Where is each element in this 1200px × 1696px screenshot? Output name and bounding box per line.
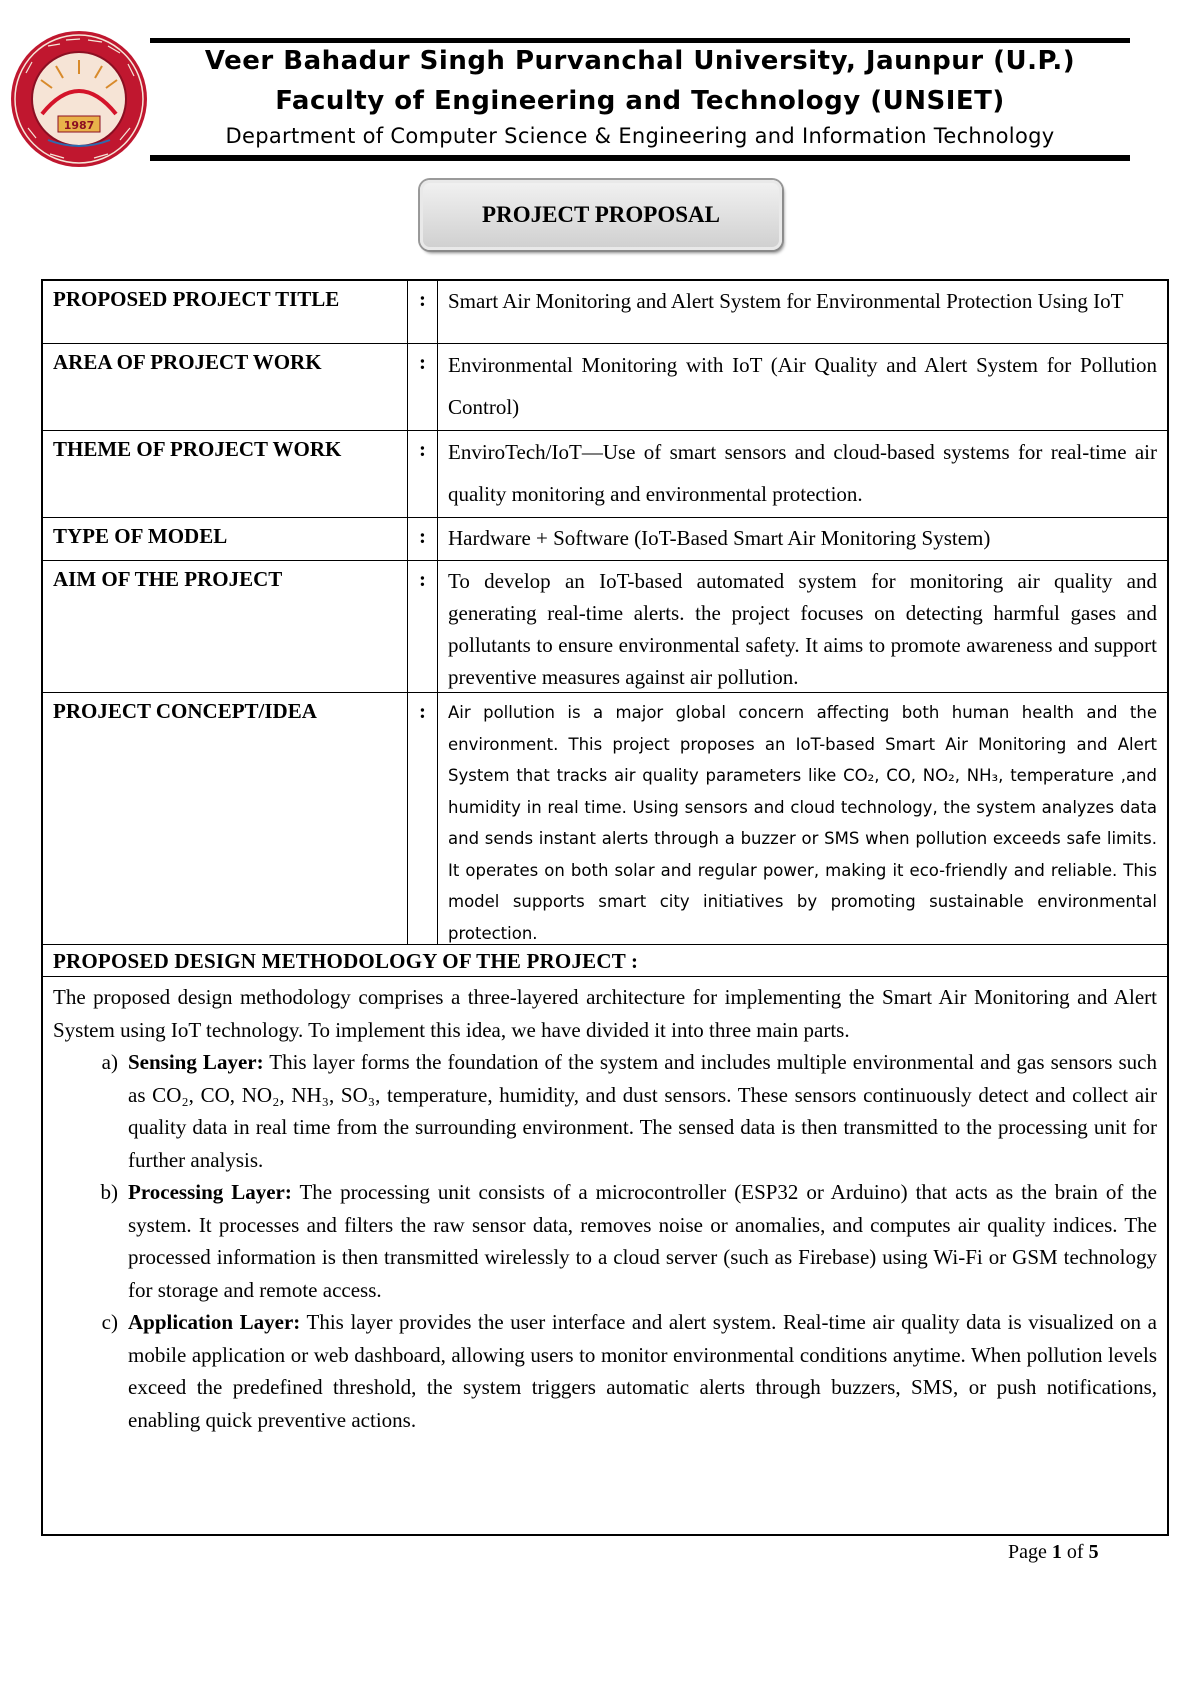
list-marker: a) [101, 1050, 118, 1074]
row-separator: : [408, 561, 438, 692]
table-row [43, 431, 1167, 518]
list-item [53, 1176, 1157, 1306]
page-current: 1 [1051, 1541, 1062, 1563]
list-marker: b) [100, 1180, 118, 1204]
row-value: EnviroTech/IoT—Use of smart sensors and cloud-based systems for real-time air quality monitoring and environmental protection. [448, 440, 1157, 506]
list-item-text [128, 1176, 1157, 1306]
table-row [43, 693, 1167, 945]
table-row [43, 561, 1167, 693]
page-number [1008, 1541, 1099, 1564]
row-value: Hardware + Software (IoT-Based Smart Air Monitoring System) [448, 526, 991, 550]
row-label: AIM OF THE PROJECT [43, 561, 408, 692]
table-row [43, 518, 1167, 561]
faculty-name: Faculty of Engineering and Technology (UNSIET) [275, 86, 1005, 116]
table-row [43, 281, 1167, 344]
row-label: TYPE OF MODEL [43, 518, 408, 560]
row-value: Air pollution is a major global concern affecting both human health and the environment. This project proposes an IoT-based Smart Air Monitoring and Alert System that tracks air quality parameters like CO₂, CO, NO₂, NH₃, temperature ,and humidity in real time. Using sensors and cloud technology, the system analyzes data and sends instant alerts through a buzzer or SMS when pollution exceeds safe limits. It operates on both solar and regular power, making it eco-friendly and reliable. This model supports smart city initiatives by promoting sustainable environmental protection. [448, 703, 1157, 943]
layer-title: Processing Layer: [128, 1180, 292, 1204]
document-title-box [420, 180, 782, 250]
university-name: Veer Bahadur Singh Purvanchal University, Jaunpur (U.P.) [204, 46, 1076, 76]
row-separator: : [408, 281, 438, 343]
department-name: Department of Computer Science & Engineering and Information Technology [225, 124, 1055, 148]
row-value: Smart Air Monitoring and Alert System for Environmental Protection Using IoT [448, 289, 1124, 313]
row-value: Environmental Monitoring with IoT (Air Quality and Alert System for Pollution Control) [448, 353, 1157, 419]
page-mid: of [1061, 1541, 1089, 1563]
layer-title: Sensing Layer: [128, 1050, 264, 1074]
row-label: THEME OF PROJECT WORK [43, 431, 408, 517]
header-top-rule [150, 38, 1130, 43]
row-separator: : [408, 693, 438, 944]
list-item-text [128, 1306, 1157, 1436]
list-item [53, 1046, 1157, 1176]
list-item-text [128, 1046, 1157, 1176]
row-separator: : [408, 344, 438, 430]
proposal-table [41, 279, 1169, 1536]
page-prefix: Page [1008, 1541, 1052, 1563]
page-total: 5 [1088, 1541, 1099, 1563]
methodology-body [43, 981, 1167, 1436]
row-label: PROPOSED PROJECT TITLE [43, 281, 408, 343]
layer-description: This layer forms the foundation of the system and includes multiple environmental and gas sensors such as CO₂, CO, NO₂, NH₃, SO₃, temperature, humidity, and dust sensors. These sensors continuously detect and collect air quality data in real time from the surrounding environment. The sensed data is then transmitted to the processing unit for further analysis. [128, 1050, 1157, 1172]
university-seal-logo [8, 28, 150, 170]
row-label: PROJECT CONCEPT/IDEA [43, 693, 408, 944]
list-item [53, 1306, 1157, 1436]
row-label: AREA OF PROJECT WORK [43, 344, 408, 430]
row-value: To develop an IoT-based automated system for monitoring air quality and generating real-time alerts. the project focuses on detecting harmful gases and pollutants to ensure environmental safety. It aims to promote awareness and support preventive measures against air pollution. [448, 569, 1157, 689]
document-title: PROJECT PROPOSAL [482, 202, 720, 227]
list-marker: c) [101, 1310, 118, 1334]
row-separator: : [408, 518, 438, 560]
row-separator: : [408, 431, 438, 517]
methodology-heading: PROPOSED DESIGN METHODOLOGY OF THE PROJECT : [43, 945, 1167, 977]
seal-year: 1987 [63, 119, 95, 132]
layer-title: Application Layer: [128, 1310, 301, 1334]
table-row [43, 344, 1167, 431]
methodology-intro: The proposed design methodology comprises a three-layered architecture for implementing the Smart Air Monitoring and Alert System using IoT technology. To implement this idea, we have divided it into three main parts. [53, 985, 1157, 1042]
layer-description: This layer provides the user interface and alert system. Real-time air quality data is visualized on a mobile application or web dashboard, allowing users to monitor environmental conditions anytime. When pollution levels exceed the predefined threshold, the system triggers automatic alerts through buzzers, SMS, or push notifications, enabling quick preventive actions. [128, 1310, 1157, 1432]
layer-description: The processing unit consists of a microcontroller (ESP32 or Arduino) that acts as the brain of the system. It processes and filters the raw sensor data, removes noise or anomalies, and computes air quality indices. The processed information is then transmitted wirelessly to a cloud server (such as Firebase) using Wi-Fi or GSM technology for storage and remote access. [128, 1180, 1157, 1302]
header-bottom-rule [150, 155, 1130, 161]
